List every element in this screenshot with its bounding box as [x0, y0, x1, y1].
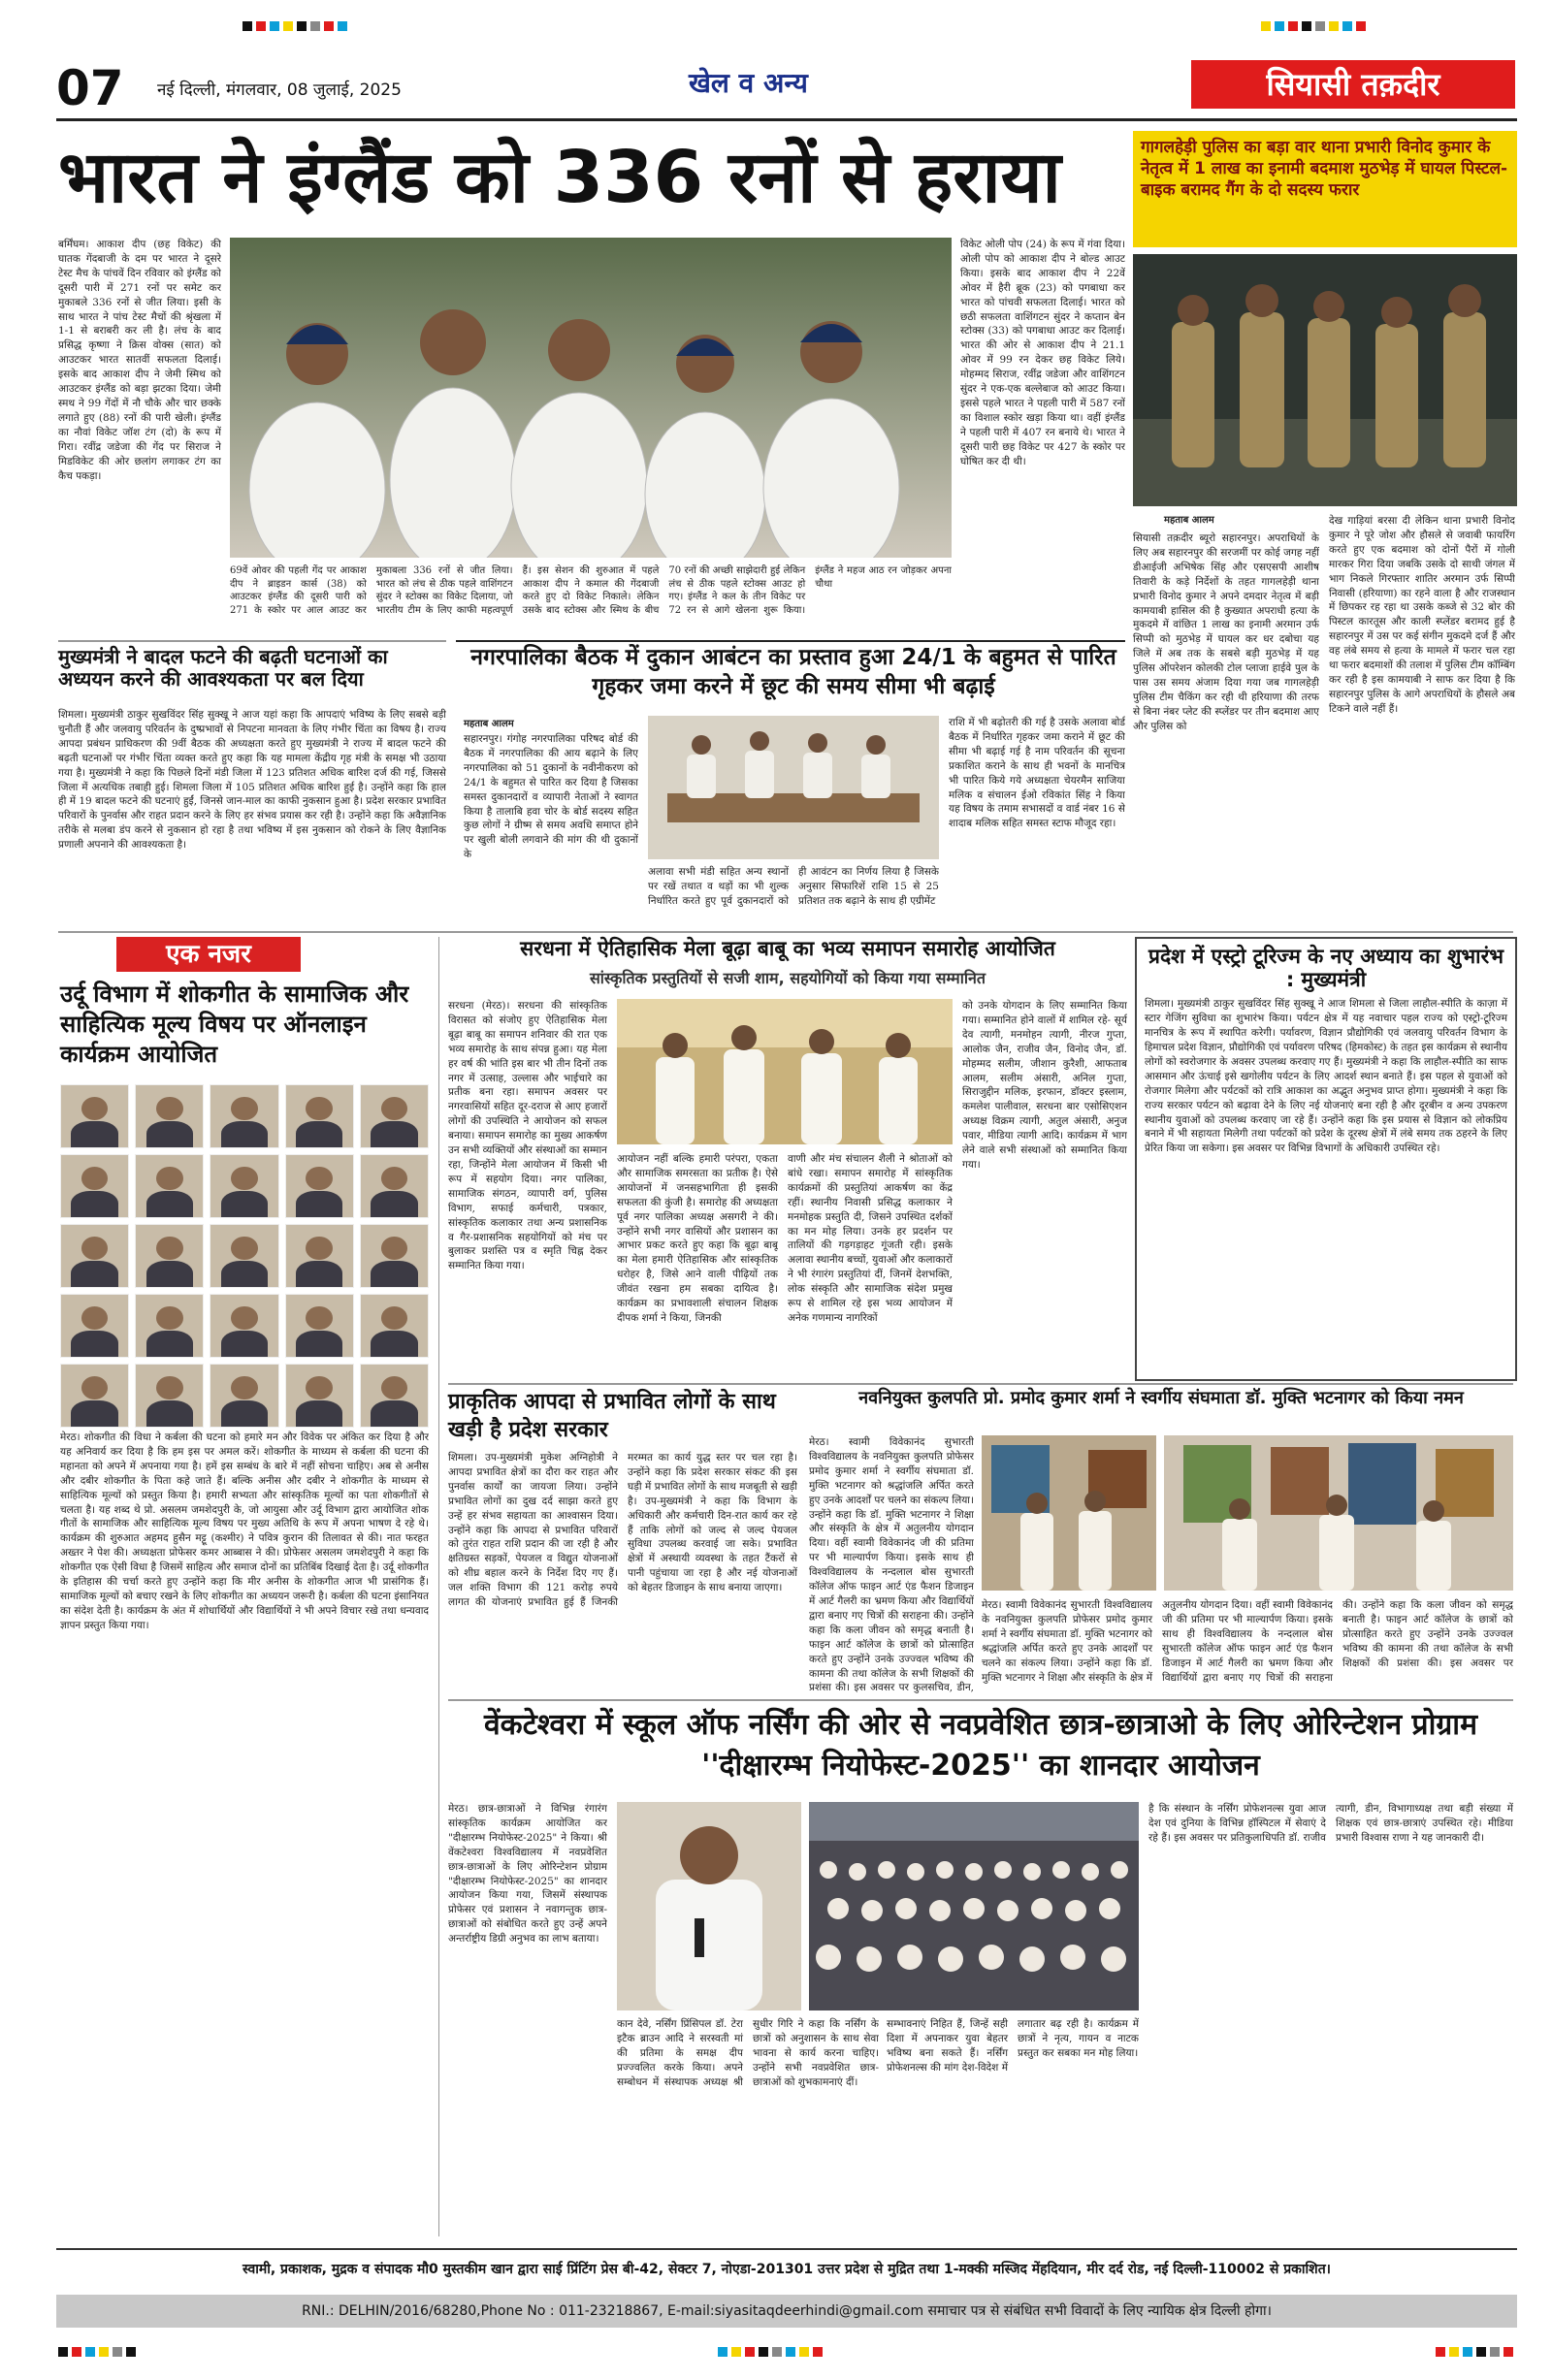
nagarpalika-byline: महताब आलम	[464, 719, 514, 729]
portrait	[60, 1154, 129, 1218]
nursing-headline: वेंकटेश्वरा में स्कूल ऑफ नर्सिंग की ओर से नवप्रवेशित छात्र-छात्राओ के लिए ओरिन्टेशन प्रोग्राम ''दीक्षारम्भ नियोफेस्ट-2025'' का शानदार आयोजन	[483, 1708, 1478, 1783]
portrait	[285, 1294, 354, 1358]
lead-col3: विकेट ओली पोप (24) के रूप में गंवा दिया। ओली पोप को आकाश दीप ने बोल्ड आउट किया। इसके बाद आकाश दीप ने 22वें ओवर में हैरी ब्रूक (23) को पगबाधा कर भारत को पांचवी सफलता दिलाई। भारत को छठी सफलता वाशिंगटन सुंदर ने कप्तान बेन स्टोक्स (33) को पगबाधा आउट कर दिलाई। भारत की ओर से आकाश दीप ने 21.1 ओवर में 99 रन देकर छह विकेट लिये। मोहम्मद सिराज, रवींद्र जडेजा और वाशिंगटन सुंदर ने एक-एक बल्लेबाज को आउट किया। इससे पहले भारत ने पहली पारी में 587 रनों का विशाल स्कोर खड़ा किया था। वहीं इंग्लैंड ने पहली पारी में 407 रन बनाये थे। भारत ने दूसरी पारी छह विकेट पर 427 के स्कोर पर घोषित कर दी थी।	[960, 239, 1125, 467]
portrait-grid	[60, 1084, 429, 1428]
meeting-photo-illustration	[648, 716, 939, 859]
date-line: नई दिल्ली, मंगलवार, 08 जुलाई, 2025	[157, 80, 402, 100]
portrait	[135, 1294, 204, 1358]
ek-nazar-headline: उर्दू विभाग में शोकगीत के सामाजिक और साहित्यिक मूल्य विषय पर ऑनलाइन कार्यक्रम आयोजित	[60, 981, 409, 1069]
footer-imprint: स्वामी, प्रकाशक, मुद्रक व संपादक मौ0 मुस्तकीम खान द्वारा साई प्रिंटिंग प्रेस बी-42, सेक्टर 7, नोएडा-201301 उत्तर प्रदेश से मुद्रित तथा 1-मक्की मस्जिद मेंहदियान, मीर दर्द रोड, नई दिल्ली-110002 से प्रकाशित।	[242, 2262, 1331, 2277]
registration-marks-bottom-right	[1436, 2347, 1513, 2361]
nagarpalika-col3: राशि में भी बढ़ोतरी की गई है उसके अलावा बोर्ड बैठक में निर्धारित गृहकर जमा कराने में छूट की सीमा भी बढ़ाई गई है नाम परिवर्तन की सूचना प्रकाशित कराने के साथ ही भवनों के मानचित्र भी पारित किये गये अध्यक्षता चेयरमैन साजिया मलिक व संचालन ईओ रविकांत सिंह ने किया यह विषय के तमाम सभासदों व वार्ड नंबर 16 से शादाब मलिक सहित समस्त स्टाफ मौजूद रहा।	[949, 717, 1125, 830]
portrait	[360, 1364, 429, 1428]
ek-nazar-body: मेरठ। शोकगीत की विधा ने कर्बला की घटना को हमारे मन और विवेक पर अंकित कर दिया है और यह अनिवार्य कर दिया है कि हम इस पर अमल करें। शोकगीत के माध्यम से कर्बला की घटना की महानता को अपने में अपनाया गया है। हमें इस सम्बंध के बारे में नहीं सोचना चाहिए। अब से अनीस और दबीर शोकगीत के पिता कहे जाते हैं। बल्कि अनीस और दबीर ने शोकगीत के माध्यम से साहित्यिक मूल्यों को प्रस्तुत किया है। हमारी सभ्यता और सांस्कृतिक मूल्यों का पता शोकगीतों से चलता है। यह शब्द थे प्रो. असलम जमशेदपुरी के, जो आयुसा और उर्दू विभाग द्वारा आयोजित शोक गीतों के सामाजिक और साहित्यिक मूल्य विषय पर मुख्य अतिथि के रूप में अपना भाषण दे रहे थे। कार्यक्रम की शुरुआत अहमद हुसैन मट्टू (कश्मीर) ने पवित्र कुरान की तिलावत से की। नात फरहत अख्तर ने पेश की। अध्यक्षता प्रोफेसर कमर आब्बास ने की। प्रोफेसर असलम जमशेदपुरी ने कहा कि शोकगीत एक ऐसी विधा है जिसमें साहित्य और समाज दोनों का प्रतिबिंब दिखाई देता है। उर्दू शोकगीत के इतिहास की चर्चा करते हुए उन्होंने कहा कि मीर अनीस के शोकगीत आज भी प्रासंगिक हैं। सामाजिक मूल्यों को बचाए रखने के लिए शोकगीत का अध्ययन जरूरी है। कर्बला की घटना इंसानियत का संदेश देती है। कार्यक्रम के अंत में शोधार्थियों और विद्यार्थियों ने भी अपने विचार रखे तथा धन्यवाद ज्ञापन प्रस्तुत किया गया।	[60, 1431, 429, 1631]
vc-photo-2	[1164, 1435, 1513, 1591]
portrait	[210, 1364, 278, 1428]
cm-headline: मुख्यमंत्री ने बादल फटने की बढ़ती घटनाओं का अध्ययन करने की आवश्यकता पर बल दिया	[58, 645, 388, 691]
nursing-top-rule	[448, 1699, 1513, 1701]
nursing-speaker-photo-illustration	[617, 1802, 801, 2010]
aapda-top-rule	[448, 1383, 1513, 1385]
astro-headline: प्रदेश में एस्ट्रो टूरिज्म के नए अध्याय का शुभारंभ : मुख्यमंत्री	[1148, 945, 1504, 992]
ceremony-photo-illustration	[617, 999, 953, 1144]
nursing-audience-photo-illustration	[809, 1802, 1139, 2010]
portrait	[360, 1154, 429, 1218]
masthead-rule	[56, 118, 1517, 121]
portrait	[210, 1084, 278, 1148]
lead-headline: भारत ने इंग्लैंड को 336 रनों से हराया	[58, 136, 1061, 219]
police-photo	[1133, 254, 1517, 506]
portrait	[135, 1084, 204, 1148]
footer-rule	[56, 2248, 1517, 2250]
vc-body: मेरठ। स्वामी विवेकानंद सुभारती विश्वविद्यालय के नवनियुक्त कुलपति प्रोफेसर प्रमोद कुमार शर्मा ने स्वर्गीय संघमाता डॉ. मुक्ति भटनागर को श्रद्धांजलि अर्पित करते हुए उनके आदर्शों पर चलने का संकल्प लिया। उन्होंने कहा कि डॉ. मुक्ति भटनागर ने शिक्षा और संस्कृति के क्षेत्र में अतुलनीय योगदान दिया। वहीं स्वामी विवेकानंद जी की प्रतिमा पर भी माल्यार्पण किया। इसके साथ ही विश्वविद्यालय के नन्दलाल बोस सुभारती कॉलेज ऑफ फाइन आर्ट एंड फैशन डिजाइन में आर्ट गैलरी का भ्रमण किया और विद्यार्थियों द्वारा बनाए गए चित्रों की सराहना की। उन्होंने कहा कि कला जीवन को समृद्ध बनाती है। फाइन आर्ट कॉलेज के छात्रों को प्रोत्साहित करते हुए उन्होंने उनके उज्ज्वल भविष्य की कामना की तथा कॉलेज के सभी शिक्षकों की प्रशंसा की। इस अवसर पर कुलसचिव, डीन,	[809, 1436, 974, 1693]
cm-body: शिमला। मुख्यमंत्री ठाकुर सुखविंदर सिंह सुक्खू ने आज यहां कहा कि आपदाएं भविष्य के लिए सबसे बड़ी चुनौती हैं और जलवायु परिवर्तन के दुष्प्रभावों से निपटना मानवता के लिए गंभीर चिंता का विषय है। राज्य आपदा प्रबंधन प्राधिकरण की 9वीं बैठक की अध्यक्षता करते हुए मुख्यमंत्री ने राज्य में बादल फटने की बढ़ती घटनाओं पर गंभीर चिंता व्यक्त करते हुए कहा कि यह मामला केंद्रीय गृह मंत्री के समक्ष भी उठाया गया है। मुख्यमंत्री ने कहा कि पिछले दिनों मंडी जिला में 123 प्रतिशत अधिक बारिश दर्ज की गई, जिससे जिला में अत्यधिक तबाही हुई। शिमला जिला में 105 प्रतिशत अधिक बारिश हुई है। उन्होंने कहा कि हाल ही में 19 बादल फटने की घटनाएं हुईं, जिनसे जान-माल का काफी नुकसान हुआ है। प्रदेश सरकार प्रभावित परिवारों के पुनर्वास और राहत प्रदान करने के लिए हर संभव प्रयास कर रही है। उन्होंने कहा कि अवैज्ञानिक तरीके से मलबा डंप करने से नुकसान हो रहा है तथा भविष्य में इस नुकसान को रोकने के लिए वैज्ञानिक प्रणाली अपनाने की आवश्यकता है।	[58, 709, 446, 852]
lead-caption: 69वें ओवर की पहली गेंद पर आकाश दीप ने ब्राइडन कार्स (38) को आउटकर इंग्लैंड की दूसरी पारी को 271 के स्कोर पर आल आउट कर मुकाबला 336 रनों से जीत लिया। भारत को लंच से ठीक पहले वाशिंगटन सुंदर ने स्टोक्स का विकेट दिलाया, जो भारतीय टीम के लिए काफी महत्वपूर्ण हैं। इस सेशन की शुरुआत में पहले आकाश दीप ने कमाल की गेंदबाजी करते हुए दो विकेट निकाले। लेकिन उसके बाद स्टोक्स और स्मिथ के बीच 70 रनों की अच्छी साझेदारी हुई लेकिन लंच से ठीक पहले स्टोक्स आउट हो गए। इंग्लैंड ने कल के तीन विकेट पर 72 रन से आगे खेलना शुरू किया। इंग्लैंड ने महज आठ रन जोड़कर अपना चौथा	[230, 565, 952, 616]
registration-marks-top-right	[1261, 21, 1366, 35]
registration-marks-top	[242, 21, 347, 35]
section-title: खेल व अन्य	[689, 67, 808, 99]
police-headline-box	[1133, 131, 1517, 247]
portrait	[60, 1364, 129, 1428]
vc-photo-1	[982, 1435, 1156, 1591]
cm-top-rule	[58, 640, 446, 642]
lead-col1: बर्मिंघम। आकाश दीप (छह विकेट) की घातक गेंदबाजी के दम पर भारत ने दूसरे टेस्ट मैच के पांचवें दिन रविवार को इंग्लैंड को दूसरी पारी में 271 रनों पर समेट कर मुकाबले 336 रनों से जीत लिया। इसी के साथ भारत ने पांच टेस्ट मैचों की श्रृंखला में 1-1 से बराबरी कर ली है। लंच के बाद प्रसिद्ध कृष्णा ने क्रिस वोक्स (सात) को आउटकर भारत सातवीं सफलता दिलाई। इसके बाद आकाश दीप ने जेमी स्मिथ को आउटकर इंग्लैंड को बड़ा झटका दिया। जेमी स्मथ ने 99 गेंदों में नौ चौके और चार छक्के लगाते हुए (88) रनों की पारी खेली। इंग्लैंड का नौवां विकेट जॉश टंग (दो) के रूप में गिरा। रवींद्र जडेजा की गेंद पर सिराज ने मिडविकेट की ओर छलांग लगाकर टंग का कैच पकड़ा।	[58, 239, 221, 482]
sardhana-col4: को उनके योगदान के लिए सम्मानित किया गया। सम्मानित होने वालों में शामिल रहे- सूर्य देव त्यागी, मनमोहन त्यागी, नीरज गुप्ता, आलोक जैन, राजीव जैन, विनोद जैन, डॉ. मोहम्मद सलीम, जीशान कुरैशी, आफताब आलम, सलीम अंसारी, अनिल गुप्ता, सिराजुद्दीन मलिक, इरफान, डॉक्टर इस्लाम, कमलेश पालीवाल, सरधना बार एसोसिएशन अध्यक्ष विक्रम त्यागी, अतुल अंसारी, अनुज पवार, मीडिया त्यागी आदि। कार्यक्रम में भाग लेने वाले सभी संस्थाओं को सम्मानित किया गया।	[962, 1000, 1127, 1171]
portrait	[285, 1224, 354, 1288]
portrait	[360, 1224, 429, 1288]
ek-nazar-tag: एक नजर	[116, 937, 301, 972]
vc-body-cont: मेरठ। स्वामी विवेकानंद सुभारती विश्वविद्यालय के नवनियुक्त कुलपति प्रोफेसर प्रमोद कुमार शर्मा ने स्वर्गीय संघमाता डॉ. मुक्ति भटनागर को श्रद्धांजलि अर्पित करते हुए उनके आदर्शों पर चलने का संकल्प लिया। उन्होंने कहा कि डॉ. मुक्ति भटनागर ने शिक्षा और संस्कृति के क्षेत्र में अतुलनीय योगदान दिया। वहीं स्वामी विवेकानंद जी की प्रतिमा पर भी माल्यार्पण किया। इसके साथ ही विश्वविद्यालय के नन्दलाल बोस सुभारती कॉलेज ऑफ फाइन आर्ट एंड फैशन डिजाइन में आर्ट गैलरी का भ्रमण किया और विद्यार्थियों द्वारा बनाए गए चित्रों की सराहना की। उन्होंने कहा कि कला जीवन को समृद्ध बनाती है। फाइन आर्ट कॉलेज के छात्रों को प्रोत्साहित करते हुए उन्होंने उनके उज्ज्वल भविष्य की कामना की तथा कॉलेज के सभी शिक्षकों की प्रशंसा की। इस अवसर पर	[982, 1599, 1513, 1684]
vc-photo-2-illustration	[1164, 1435, 1513, 1591]
portrait	[60, 1084, 129, 1148]
sardhana-col2: आयोजन नहीं बल्कि हमारी परंपरा, एकता और सामाजिक समरसता का प्रतीक है। ऐसे आयोजनों में जनसहभागिता ही इसकी सफलता की कुंजी है। समारोह की अध्यक्षता पूर्व नगर पालिका अध्यक्ष असगरी ने की। उन्होंने सभी नगर वासियों और प्रशासन का आभार प्रकट करते हुए कहा कि बूढ़ा बाबू का मेला हमारी ऐतिहासिक और सांस्कृतिक धरोहर है, जिसे आने वाली पीढ़ियों तक जीवंत रखना हम सबका दायित्व है। कार्यक्रम का प्रभावशाली संचालन शिक्षक दीपक शर्मा ने किया, जिनकी	[617, 1153, 778, 1324]
police-col2: देख गाड़ियां बरसा दी लेकिन थाना प्रभारी विनोद कुमार ने पूरे जोश और हौसले से जवाबी फायरिंग करते हुए एक बदमाश को दोनों पैरों में गोली मारकर गिरा दिया जबकि उसके दो साथी जंगल में भाग निकले गिरफ्तार शातिर अरमान उर्फ सिप्पी निवासी (हरियाणा) का रहने वाला है और राजस्थान में छिपकर रह रहा था उसके कब्जे से 32 बोर की पिस्टल कारतूस और काली स्प्लेंडर बरामद हुई है सहारनपुर में उस पर कई संगीन मुकदमे दर्ज हैं और वह लंबे समय से हत्या के मामले में फरार चल रहा था फरार बदमाशों की तलाश में पुलिस टीम कॉम्बिंग कर रही है इस कामयाबी ने साफ कर दिया है कि सहारनपुर पुलिस के आगे अपराधियों के हौसले अब टिकने वाले नहीं हैं।	[1329, 515, 1515, 715]
nursing-col3: कान देवे, नर्सिंग प्रिंसिपल डॉ. टेरा इटैक ब्राउन आदि ने सरस्वती मां की प्रतिमा के समक्ष दीप प्रज्ज्वलित करके किया। अपने सम्बोधन में संस्थापक अध्यक्ष श्री सुधीर गिरि ने कहा कि नर्सिंग के छात्रों को अनुशासन के साथ सेवा भावना से कार्य करना चाहिए। उन्होंने सभी नवप्रवेशित छात्र-छात्राओं को शुभकामनाएं दीं।	[617, 2018, 879, 2088]
portrait	[285, 1154, 354, 1218]
registration-marks-bottom	[58, 2347, 136, 2361]
brand-banner: सियासी तक़दीर	[1191, 60, 1515, 109]
sardhana-col3: वाणी और मंच संचालन शैली ने श्रोताओं को बांधे रखा। समापन समारोह में सांस्कृतिक कार्यक्रमों की प्रस्तुतियां आकर्षण का केंद्र रहीं। स्थानीय निवासी प्रसिद्ध कलाकार ने मनमोहक प्रस्तुति दी, जिसने उपस्थित दर्शकों का मन मोह लिया। उनके हर प्रदर्शन पर तालियों की गड़गड़ाहट गूंजती रही। इसके अलावा स्थानीय बच्चों, युवाओं और कलाकारों ने भी रंगारंग प्रस्तुतियां दीं, जिनमें देशभक्ति, लोक संस्कृति और सामाजिक संदेश प्रमुख रूप से शामिल रहे इस भव्य आयोजन में अनेक गणमान्य नागरिकों	[788, 1153, 953, 1324]
nursing-audience-photo	[809, 1802, 1139, 2010]
ek-nazar-left-rule	[58, 931, 1513, 933]
nagarpalika-col1: सहारनपुर। गंगोह नगरपालिका परिषद बोर्ड की बैठक में नगरपालिका की आय बढ़ाने के लिए नगरपालिका को 51 दुकानों के नवीनीकरण को 24/1 के बहुमत से पारित कर दिया है जिसका समस्त दुकानदारों व व्यापारी नेताओं ने स्वागत किया है तालाबि हवा चोर के बोर्ड सदस्य सहित कुछ लोगों ने ग्रीष्म से समय अवधि समाप्त होने पर खुली बोली लगवाने की मांग की थी दुकानों के	[464, 733, 638, 861]
ek-nazar-column-divider	[438, 937, 439, 2236]
portrait	[135, 1224, 204, 1288]
nursing-col5: है कि संस्थान के नर्सिंग प्रोफेशनल्स युवा आज देश एवं दुनिया के विभिन्न हॉस्पिटल में सेवाएं दे रहे हैं। इस अवसर पर प्रतिकुलाधिपति डॉ. राजीव त्यागी, डीन, विभागाध्यक्ष तथा बड़ी संख्या में शिक्षक एवं छात्र-छात्राएं उपस्थित रहे। मीडिया प्रभारी विश्वास राणा ने यह जानकारी दी।	[1148, 1803, 1513, 1844]
page-number: 07	[56, 60, 124, 116]
portrait	[360, 1294, 429, 1358]
sardhana-col1: सरधना (मेरठ)। सरधना की सांस्कृतिक विरासत को संजोए हुए ऐतिहासिक मेला बूढ़ा बाबू का समापन शनिवार की रात एक भव्य समारोह के साथ संपन्न हुआ। यह मेला हर वर्ष की भांति इस बार भी तीन दिनों तक नगर में उत्साह, उल्लास और भाईचारे का प्रतीक बना रहा। समापन अवसर पर नगरवासियों सहित दूर-दराज से आए हजारों लोगों की उपस्थिति ने आयोजन को सफल बनाया। समापन समारोह का मुख्य आकर्षण उन सभी व्यक्तियों और संस्थाओं का सम्मान रहा, जिन्होंने मेला आयोजन में किसी भी रूप में सहयोग दिया। नगर पालिका, सामाजिक संगठन, व्यापारी वर्ग, पुलिस विभाग, सफाई कर्मचारी, पत्रकार, सांस्कृतिक कलाकार तथा अन्य प्रशासनिक व गैर-प्रशासनिक सहयोगियों को मंच पर बुलाकर प्रशस्ति पत्र व स्मृति चिह्न देकर सम्मानित किया गया।	[448, 1000, 607, 1272]
police-byline: महताब आलम	[1164, 515, 1214, 526]
meeting-photo	[648, 716, 939, 859]
portrait	[210, 1154, 278, 1218]
sardhana-subhead: सांस्कृतिक प्रस्तुतियों से सजी शाम, सहयोगियों को किया गया सम्मानित	[589, 969, 986, 987]
aapda-headline: प्राकृतिक आपदा से प्रभावित लोगों के साथ खड़ी है प्रदेश सरकार	[448, 1390, 776, 1442]
portrait	[60, 1294, 129, 1358]
footer-rni: RNI.: DELHIN/2016/68280,Phone No : 011-23218867, E-mail:siyasitaqdeerhindi@gmail.com समाचार पत्र से संबंधित सभी विवादों के लिए न्यायिक क्षेत्र दिल्ली होगा।	[56, 2295, 1517, 2328]
portrait	[360, 1084, 429, 1148]
portrait	[210, 1294, 278, 1358]
sardhana-headline: सरधना में ऐतिहासिक मेला बूढ़ा बाबू का भव्य समापन समारोह आयोजित	[520, 937, 1055, 960]
registration-marks-bottom-mid	[718, 2347, 823, 2361]
police-col1: सियासी तक़दीर ब्यूरो सहारनपुर। अपराधियों के लिए अब सहारनपुर की सरजमीं पर कोई जगह नहीं डीआईजी अभिषेक सिंह और एसएसपी आशीष तिवारी के कड़े निर्देशों के तहत गागलहेड़ी थाना प्रभारी विनोद कुमार ने अपने दमदार नेतृत्व में बड़ी कामयाबी हासिल की है कुख्यात अपराधी हत्या के मुकदमे में वांछित 1 लाख का इनामी अरमान उर्फ सिप्पी को मुठभेड़ में घायल कर धर दबोचा यह जिले में अब तक के सबसे बड़ी मुठभेड़ में यह पुलिस ऑपरेशन कोलकी टोल प्लाजा हाईवे पुल के पास उस समय अंजाम दिया गया जब गागलहेड़ी पुलिस टीम चैकिंग कर रही थी हरियाणा की तरफ से बिना नंबर प्लेट की स्प्लेंडर पर तीन बदमाश आए और पुलिस को	[1133, 532, 1319, 732]
nursing-col1: मेरठ। छात्र-छात्राओं ने विभिन्न रंगारंग सांस्कृतिक कार्यक्रम आयोजित कर "दीक्षारम्भ नियोफेस्ट-2025" ने किया। श्री वेंकटेश्वरा विश्वविद्यालय में नवप्रवेशित छात्र-छात्राओं के लिए ओरिन्टेशन प्रोग्राम "दीक्षारम्भ नियोफेस्ट-2025" का शानदार आयोजन किया गया, जिसमें संस्थापक प्रोफेसर एवं प्रशासन ने नवागन्तुक छात्र-छात्राओं को संबोधित करते हुए उन्हें अपने अन्तर्राष्ट्रीय डिग्री अनुभव का लाभ बताया।	[448, 1803, 607, 1946]
astro-box	[1135, 937, 1517, 1381]
police-photo-illustration	[1133, 254, 1517, 506]
vc-photo-1-illustration	[982, 1435, 1156, 1591]
nursing-col4: सम्भावनाएं निहित हैं, जिन्हें सही दिशा में अपनाकर युवा बेहतर भविष्य बना सकते हैं। नर्सिंग प्रोफेशनल्स की मांग देश-विदेश में लगातार बढ़ रही है। कार्यक्रम में छात्रों ने नृत्य, गायन व नाटक प्रस्तुत कर सबका मन मोह लिया।	[887, 2018, 1139, 2074]
astro-body: शिमला। मुख्यमंत्री ठाकुर सुखविंदर सिंह सुक्खू ने आज शिमला से जिला लाहौल-स्पीति के काज़ा में स्टार गेजिंग सुविधा का शुभारंभ किया। पर्यटन क्षेत्र में यह नवाचार पहल राज्य को एस्ट्रो-टूरिज्म मानचित्र के रूप में स्थापित करेगी। पर्यावरण, विज्ञान प्रौद्योगिकी एवं जलवायु परिवर्तन विभाग के हिमाचल प्रदेश विज्ञान, प्रौद्योगिकी एवं पर्यावरण परिषद (हिमकोस्ट) के तहत इस कार्यक्रम से स्थानीय लोगों को स्वरोजगार के अवसर उपलब्ध करवाए गए हैं। मुख्यमंत्री ने कहा कि लाहौल-स्पीति का साफ आसमान और ऊंचाई इसे खगोलीय पर्यटन के लिए आदर्श स्थान बनाते हैं। इस पहल से युवाओं को रोजगार मिलेगा और पर्यटकों को रात्रि आकाश का अद्भुत अनुभव प्राप्त होगा। मुख्यमंत्री ने कहा कि राज्य सरकार पर्यटन को बढ़ावा देने के लिए नई योजनाएं बना रही है और दूरबीन व अन्य उपकरण स्थानीय युवाओं को उपलब्ध करवाए जा रहे हैं। उन्होंने कहा कि इस प्रयास से विज्ञान को लोकप्रिय बनाने में भी सहायता मिलेगी तथा पर्यटकों को प्रदेश के दूरस्थ क्षेत्रों में लंबे समय तक ठहरने के लिए प्रेरित किया जा सकेगा। इस अवसर पर विभिन्न विभागों के अधिकारी उपस्थित रहे।	[1145, 998, 1507, 1155]
portrait	[285, 1084, 354, 1148]
portrait	[285, 1364, 354, 1428]
police-headline: गागलहेड़ी पुलिस का बड़ा वार थाना प्रभारी विनोद कुमार के नेतृत्व में 1 लाख का इनामी बदमाश मुठभेड़ में घायल पिस्टल-बाइक बरामद गैंग के दो सदस्य फरार	[1141, 138, 1508, 201]
cricket-team-photo-illustration	[230, 238, 952, 558]
nursing-speaker-photo	[617, 1802, 801, 2010]
cricket-team-photo	[230, 238, 952, 558]
ceremony-photo	[617, 999, 953, 1144]
portrait	[60, 1224, 129, 1288]
nagarpalika-top-rule	[456, 640, 1125, 642]
nagarpalika-headline: नगरपालिका बैठक में दुकान आबंटन का प्रस्ताव हुआ 24/1 के बहुमत से पारित गृहकर जमा करने में छूट की समय सीमा भी बढ़ाई	[470, 645, 1116, 699]
portrait	[210, 1224, 278, 1288]
aapda-body: शिमला। उप-मुख्यमंत्री मुकेश अग्निहोत्री ने आपदा प्रभावित क्षेत्रों का दौरा कर राहत और पुनर्वास कार्यों का जायजा लिया। उन्होंने प्रभावित लोगों का दुख दर्द साझा करते हुए उन्हें हर संभव सहायता का आश्वासन दिया। उन्होंने कहा कि आपदा से प्रभावित परिवारों को तुरंत राहत राशि प्रदान की जा रही है और क्षतिग्रस्त सड़कों, पेयजल व विद्युत योजनाओं को शीघ्र बहाल करने के निर्देश दिए गए हैं। जल शक्ति विभाग की 121 करोड़ रुपये लागत की योजनाएं प्रभावित हुई हैं जिनकी मरम्मत का कार्य युद्ध स्तर पर चल रहा है। उन्होंने कहा कि प्रदेश सरकार संकट की इस घड़ी में प्रभावित लोगों के साथ मजबूती से खड़ी है। उप-मुख्यमंत्री ने कहा कि विभाग के अधिकारी और कर्मचारी दिन-रात कार्य कर रहे हैं ताकि लोगों को जल्द से जल्द पेयजल सुविधा उपलब्ध करवाई जा सके। प्रभावित क्षेत्रों में अस्थायी व्यवस्था के तहत टैंकरों से पानी पहुंचाया जा रहा है और नई योजनाओं को बेहतर डिजाइन के साथ बनाया जाएगा।	[448, 1452, 797, 1609]
portrait	[135, 1154, 204, 1218]
vc-headline: नवनियुक्त कुलपति प्रो. प्रमोद कुमार शर्मा ने स्वर्गीय संघमाता डॉ. मुक्ति भटनागर को किया नमन	[858, 1388, 1464, 1408]
portrait	[135, 1364, 204, 1428]
nagarpalika-col2: अलावा सभी मंडी सहित अन्य स्थानों पर रखें तथात व थड़ों का भी शुल्क निर्धारित करते हुए पूर्व दुकानदारों को ही आवंटन का निर्णय लिया है जिसके अनुसार सिफारिशें राशि 15 से 25 प्रतिशत तक बढ़ाने के साथ ही एग्रीमेंट	[648, 866, 939, 907]
